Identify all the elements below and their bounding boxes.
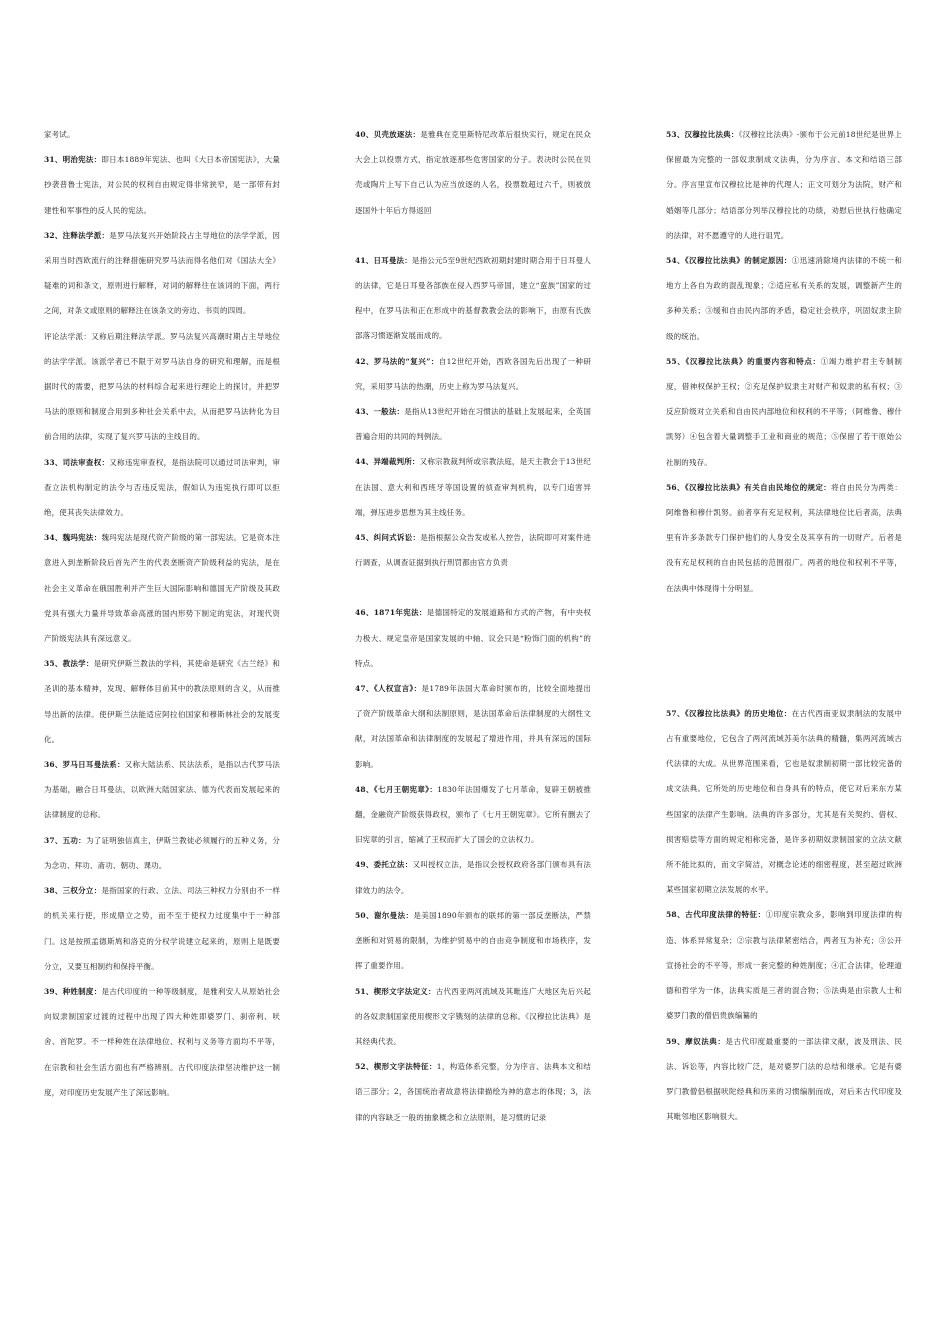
entry-text: 《汉穆拉比法典》-颁布于公元前18世纪是世界上保留最为完整的一部奴隶制成文法典，分为序言、本文和结语三部分。序言里宣布汉穆拉比是神的代理人；正文可划分为法院，财产和婚姻等几部分；结语部分列举汉穆拉比的功绩，劝慰后世执行他确定的法律，对不愿遵守的人进行诅咒。	[666, 130, 902, 240]
entry-term: 47、《人权宣言》：	[355, 684, 422, 694]
entry-term: 54、《汉穆拉比法典》的制定原因：	[666, 256, 792, 266]
entry-text: 又称大陆法系、民法法系，是指以古代罗马法为基础，融合日耳曼法，以欧洲大陆国家法、德为代表而发展起来的法律制度的总称。	[44, 760, 280, 820]
entry-term: 33、司法审查权：	[44, 457, 110, 467]
entry-term: 41、日耳曼法：	[355, 255, 412, 265]
entry-text: 在古代西南亚奴隶制法的发展中占有重要地位，它包含了两河流域苏美尔法典的精髓，集两河流域古代法律的大成。从世界范围来看，它也是奴隶制初期一部比较完备的成文法典。它所处的历史地位和自身具有的特点，使它对后来东方某些国家的法律产生影响。法典的许多部分，尤其是有关契约、借权、损害赔偿等方面的规定相称完备，是许多初期奴隶制国家的立法文献所不能比拟的，而文字简洁，对概念论述的细密程度，甚至超过欧洲某些国家初期立法发展的水平。	[666, 708, 902, 895]
entry-term: 52、楔形文字法特征：	[355, 1062, 437, 1072]
entry-text: 是罗马法复兴开始阶段占主导地位的法学学派，因采用当时西欧流行的注释措施研究罗马法而得名他们对《国法大全》疑难的词和条文，原则进行解释，对词的解释往在该词的下面，两行之间，对条文或原则的解释注在该条文的旁边、书页的四周。	[44, 230, 280, 316]
entry-35	[44, 651, 280, 752]
entry-term: 39、种姓制度：	[44, 986, 102, 996]
entry-37	[44, 828, 280, 878]
entry-text: 为了证明独信真主，伊斯兰教徒必须履行的五种义务，分为念功、拜功、斋功、朝功、课功。	[44, 835, 281, 870]
entry-33	[44, 450, 280, 526]
entry-term: 38、三权分立：	[44, 886, 102, 896]
entry-text: 魏玛宪法是现代资产阶级的第一部宪法。它是资本注意进入到垄断阶段后首先产生的代表垄断资产阶级利益的宪法，是在社会主义革命在俄国胜利并产生巨大国际影响和德国无产阶级及其政党具有强大力量并导致革命高涨的国内形势下制定的宪法，对现代资产阶级宪法具有深远意义。	[44, 533, 281, 644]
entry-term: 36、罗马日耳曼法系：	[44, 760, 125, 770]
entry-text: 古代西亚两河流域及其毗连广大地区先后兴起的各奴隶制国家使用楔形文字镌刻的法律的总称。《汉穆拉比法典》是其经典代表。	[355, 986, 591, 1046]
entry-text: 是1789年法国大革命时颁布的，比较全面地提出了资产阶级革命大纲和法制原则，是法国革命后法律制度的大纲性文献，对法国革命和法律制度的发展起了增进作用，并具有深远的国际影响。	[355, 684, 591, 769]
entry-41	[355, 248, 591, 349]
spacer	[666, 601, 902, 701]
entry-49	[355, 852, 591, 902]
entry-34	[44, 525, 280, 651]
spacer	[355, 575, 591, 600]
entry-term: 40、贝壳放逐法：	[355, 130, 421, 139]
entry-term: 58、古代印度法律的特征：	[666, 910, 766, 920]
entry-term: 37、五功：	[44, 835, 86, 845]
entry-32-review-school	[44, 324, 280, 450]
entry-text: 1，构造体系完整，分为序言、法典本文和结语三部分；2，各国统治者故意将法律描绘为神的意志的体现；3，法律的内容缺乏一般的抽象概念和立法原则，是习惯的记录	[355, 1062, 591, 1122]
entry-text: 自12世纪开始，西欧各国先后出现了一种研究，采用罗马法的热潮，历史上称为罗马法复兴。	[355, 356, 591, 391]
entry-term: 32、注释法学派：	[44, 230, 110, 240]
entry-text: 是美国1890年颁布的联邦的第一部反垄断法，严禁垄断和对贸易的限制，为维护贸易中的自由竞争制度和市场秩序，发挥了重要作用。	[355, 910, 592, 971]
entry-text: 又称违宪审查权，是指法院可以通过司法审判，审查立法机构制定的法令与否违反宪法，假如认为违宪执行即可以拒绝，使其丧失法律效力。	[44, 457, 280, 518]
entry-59	[666, 1029, 902, 1130]
entry-54	[666, 248, 902, 349]
entry-50	[355, 903, 591, 979]
entry-text: ①迅速消除境内法律的不统一和地方上各自为政的混乱现象；②适应私有关系的发展，调整新产生的多种关系；③缓和自由民内部的矛盾，稳定社会秩序，巩固奴隶主阶级的统治。	[666, 256, 902, 341]
entry-term: 35、教法学：	[44, 659, 94, 669]
entry-text: ①竭力维护君主专制制度，借神权保护王权；②充足保护奴隶主对财产和奴隶的私有权；③反应阶级对立关系和自由民内部地位和权利的不平等；（阿维鲁、穆什凯努）④包含着大量调整手工业和商业的规范；⑤保留了若干原始公社制的残存。	[666, 356, 903, 467]
entry-42	[355, 349, 591, 399]
entry-term: 45、纠问式诉讼：	[355, 533, 421, 543]
entry-51	[355, 979, 591, 1055]
entry-48	[355, 777, 591, 853]
entry-text: 是德国特定的发展道路和方式的产物，有中央权力极大、规定皇帝是国家发展的中轴、议会只是“粉饰门面的机构”的特点。	[355, 608, 591, 668]
spacer	[355, 223, 591, 248]
entry-31	[44, 147, 280, 223]
entry-text: ①印度宗教众多，影响到印度法律的构造、体系异常复杂；②宗教与法律紧密结合，两者互为补充；③公开宣扬社会的不平等，形成一套完整的种姓制度；④汇合法律，伦理道德和哲学为一体，法典实质是三者的混合物；⑤法典是由宗教人士和婆罗门教的僧侣贵族编纂的	[666, 910, 902, 1021]
entry-term: 34、魏玛宪法：	[44, 533, 102, 543]
entry-43	[355, 399, 591, 449]
entry-text: 将自由民分为两类：阿维鲁和穆什凯努。前者享有充足权利，其法律地位比后者高，法典里有许多条款专门保护他们的人身安全及其享有的一切财产。后者是没有充足权利的自由民包括的范围很广。两者的地位和权利不平等，在法典中体现得十分明显。	[666, 482, 902, 593]
entry-text: 即日本1889年宪法、也叫《大日本帝国宪法》，大量抄袭普鲁士宪法，对公民的权利自由规定得非常狭窄，是一部带有封建性和军事性的反人民的宪法。	[44, 155, 280, 215]
entry-text: 是指公元5至9世纪西欧初期封建时期合用于日耳曼人的法律，它是日耳曼各部族在侵入西罗马帝国，建立“蛮族”国家的过程中，在罗马法和正在形成中的基督教教会法的影响下，由原有氏族部落习惯逐渐发展而成的。	[355, 255, 591, 341]
entry-term: 49、委托立法：	[355, 860, 413, 870]
entry-30-continued: 家考试。	[44, 130, 75, 139]
entry-term: 51、楔形文字法定义：	[355, 986, 436, 996]
entry-text: 是古代印度最重要的一部法律文献，波及刑法、民法、诉讼等，内容比较广泛，是对婆罗门法的总结和继承。它是有婆罗门教僧侣根据吠陀经典和历来的习惯编制而成，对后来古代印度及其毗邻地区影响很大。	[666, 1036, 902, 1122]
text-column-2	[355, 122, 591, 1130]
entry-36	[44, 752, 280, 828]
entry-47	[355, 676, 591, 777]
entry-term: 59、摩奴法典：	[666, 1036, 726, 1046]
entry-32	[44, 223, 280, 324]
text-column-1	[44, 122, 280, 1105]
entry-52	[355, 1054, 591, 1130]
entry-text: 是雅典在克里斯特尼改革后很快实行，规定在民众大会上以投票方式，指定放逐那些危害国家的分子。表决时公民在贝壳或陶片上写下自己认为应当放逐的人名，投票数超过六千，则被放逐国外十年后方得返回	[355, 130, 591, 215]
entry-55	[666, 349, 902, 475]
entry-term: 46、1871年宪法：	[355, 608, 427, 618]
entry-term: 44、异端裁判所：	[355, 457, 420, 467]
entry-term: 42、罗马法的“复兴”：	[355, 356, 439, 366]
entry-term: 53、汉穆拉比法典：	[666, 130, 739, 139]
entry-53	[666, 122, 902, 248]
entry-57	[666, 701, 902, 903]
entry-term: 57、《汉穆拉比法典》的历史地位：	[666, 708, 792, 718]
entry-text: 是指国家的行政、立法、司法三种权力分别由不一样的机关来行使，形成鼎立之势，而不至于使权力过度集中于一种部门。这是按照孟德斯鸠和洛克的分权学说建立起来的，原则上是既要分立，又要互相制约和保持平衡。	[44, 886, 281, 971]
entry-58	[666, 902, 902, 1028]
entry-56	[666, 475, 902, 601]
entry-text: 是研究伊斯兰教法的学科，其使命是研究《古兰经》和圣训的基本精神，发现、解释体目前其中的教法原则的含义，从而推导出新的法律。使伊斯兰法能适应阿拉伯国家和穆斯林社会的发展变化。	[44, 659, 280, 744]
entry-text: 又称宗教裁判所或宗教法庭，是天主教会于13世纪在法国、意大利和西班牙等国设置的侦查审判机构，以专门追害异端，弹压进步思想为其主线任务。	[355, 457, 591, 517]
entry-term: 48、《七月王朝宪章》：	[355, 784, 438, 794]
entry-46	[355, 600, 591, 676]
entry-text: 1830年法国爆发了七月革命，复辟王朝被推翻，金融资产阶级获得政权，颁布了《七月王朝宪章》。它所有删去了旧宪章的引言，缩减了王权而扩大了国会的立法权力。	[355, 784, 591, 845]
entry-term: 56、《汉穆拉比法典》有关自由民地位的规定：	[666, 482, 832, 492]
entry-40	[355, 122, 591, 223]
entry-text: 是指根据公众告发或私人控告，法院即可对案件进行调查，从调查证据到执行刑罚都由官方负责	[355, 533, 591, 568]
entry-text: 又叫授权立法，是指议会授权政府各部门颁布具有法律效力的法令。	[355, 860, 592, 895]
entry-term: 31、明治宪法：	[44, 155, 102, 165]
entry-text: 是指从13世纪开始在习惯法的基础上发展起来，全英国普遍合用的共同的判例法。	[355, 407, 591, 442]
entry-38	[44, 878, 280, 979]
entry-term: 43、一般法：	[355, 407, 405, 417]
entry-39	[44, 979, 280, 1105]
entry-term: 55、《汉穆拉比法典》的重要内容和特点：	[666, 356, 821, 366]
entry-text: 是古代印度的一种等级制度，是雅利安人从原始社会向奴隶制国家过渡的过程中出现了四大种姓即婆罗门、刹帝利、吠舍、首陀罗。不一样种姓在法律地位、权利与义务等方面均不平等，在宗教和社会生活方面也有严格辨别。古代印度法律坚决维护这一制度，对印度历史发展产生了深远影响。	[44, 986, 281, 1097]
text-column-3	[666, 122, 902, 1129]
entry-44	[355, 449, 591, 525]
entry-text: 评论法学派：又称后期注释法学派。罗马法复兴高潮时期占主导地位的法学学派。该派学者已不限于对罗马法自身的研究和理解，而是根据时代的需要，把罗马法的材料综合起来进行理论上的探讨，并把罗马法的原则和制度合用到多种社会关系中去，从而把罗马法转化为目前合用的法律，实现了复兴罗马法的主线目的。	[44, 331, 280, 442]
entry-45	[355, 525, 591, 575]
entry-term: 50、谢尔曼法：	[355, 910, 414, 920]
